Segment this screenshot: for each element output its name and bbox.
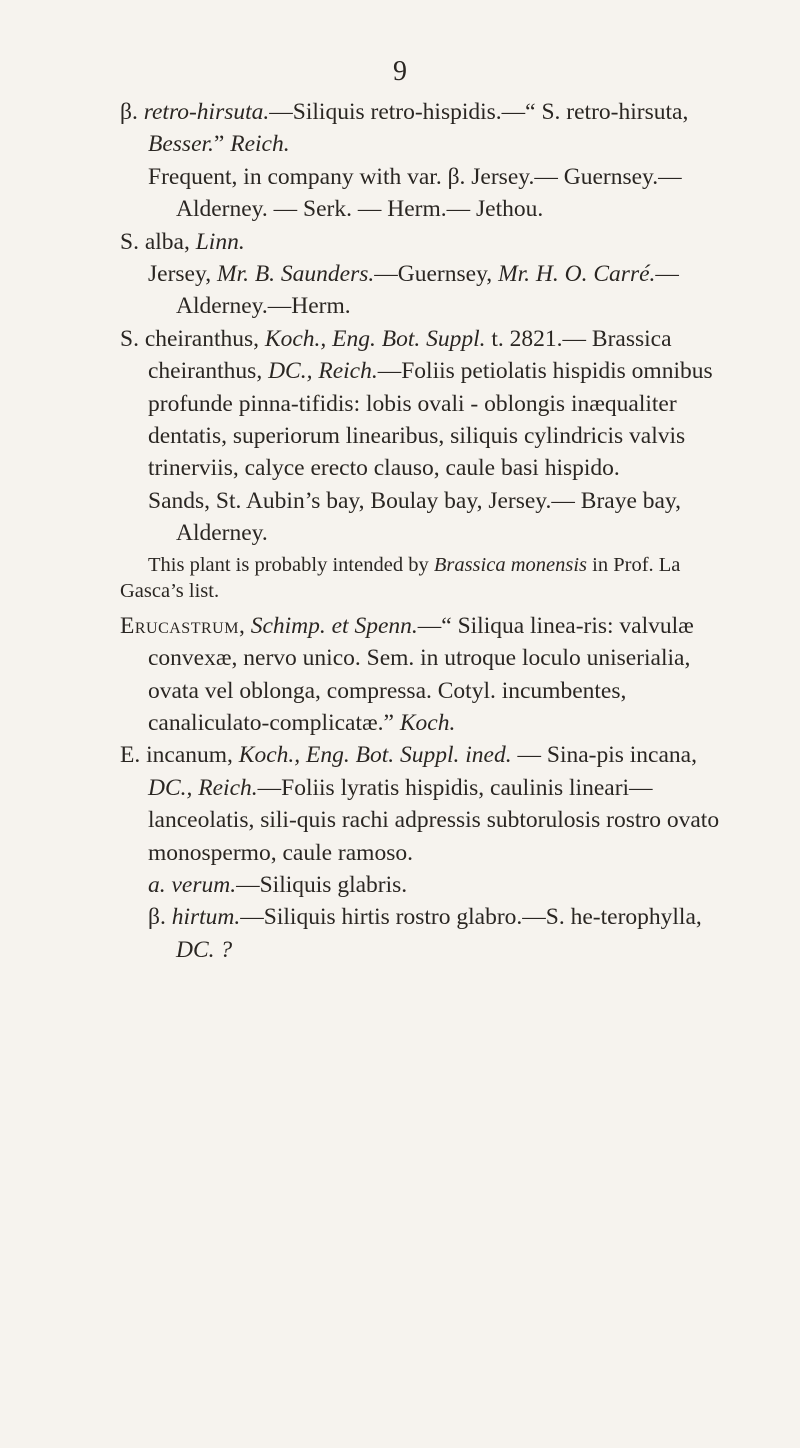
text-segment: —Siliquis retro-hispidis.—“ S. retro-hirsuta, [269, 99, 689, 125]
paragraph-e-incanum [120, 739, 720, 869]
text-segment: in Prof. La Gasca’s list. [120, 553, 681, 602]
text-segment: DC., Reich. [148, 774, 258, 801]
paragraph-s-cheiranthus-localities [120, 485, 720, 550]
text-segment: E. incanum, [120, 742, 239, 769]
text-segment: ? [214, 936, 233, 963]
page-number: 9 [393, 56, 407, 87]
text-segment: , [238, 612, 251, 639]
text-segment: Koch., Eng. Bot. Suppl. [264, 325, 486, 352]
paragraph-alpha-verum [120, 869, 720, 901]
text-segment: β. [148, 904, 172, 931]
paragraph-s-alba [120, 226, 720, 258]
text-segment: Schimp. et Spenn. [250, 612, 418, 639]
page-text [120, 96, 720, 966]
text-segment: DC. [176, 936, 215, 963]
text-segment: — Sina-pis incana, [511, 742, 697, 769]
text-segment: DC., Reich. [268, 358, 378, 385]
text-segment: —Alderney.—Herm. [176, 261, 679, 320]
text-segment: Mr. B. Saunders. [216, 261, 375, 288]
text-segment: Koch. [399, 709, 456, 736]
text-segment: ” [213, 131, 231, 158]
paragraph-s-cheiranthus [120, 323, 720, 485]
text-segment: Sands, St. Aubin’s bay, Boulay bay, Jersey.— Braye bay, Alderney. [148, 487, 682, 547]
text-segment: —Siliquis glabris. [236, 871, 408, 898]
text-segment: retro-hirsuta. [143, 99, 270, 125]
text-segment: verum. [171, 871, 237, 898]
text-segment: —Foliis lyratis hispidis, caulinis lineari—lanceolatis, sili-quis rachi adpressis subtorulosis rostro ovato monospermo, caule ramoso. [148, 774, 720, 866]
text-segment: —Guernsey, [374, 261, 499, 288]
text-segment: Mr. H. O. Carré. [498, 261, 656, 288]
paragraph-note-brassica-monensis [120, 552, 720, 604]
paragraph-beta-hirtum [120, 901, 720, 966]
text-segment: Frequent, in company with var. β. Jersey.— Guernsey.— Alderney. — Serk. — Herm.— Jethou. [148, 163, 682, 223]
text-segment: Reich. [230, 131, 290, 158]
paragraph-beta-retro-hirsuta [120, 96, 720, 161]
text-segment: —Siliquis hirtis rostro glabro.—S. he-terophylla, [240, 904, 702, 931]
text-segment: —Foliis petiolatis hispidis omnibus profunde pinna-tifidis: lobis ovali - oblongis inæqualiter dentatis, superiorum linearibus, siliquis cylindricis valvis trinerviis, calyce erecto clauso, caule basi hispido. [148, 358, 713, 482]
text-segment: Besser. [148, 131, 214, 158]
text-segment: Koch., Eng. Bot. Suppl. ined. [238, 742, 512, 769]
text-segment: This plant is probably intended by [148, 553, 434, 576]
text-segment: Jersey, [148, 261, 217, 288]
text-segment: hirtum. [171, 904, 241, 931]
text-segment: t. 2821.— Brassica cheiranthus, [148, 325, 672, 385]
paragraph-s-alba-localities [120, 258, 720, 323]
text-segment: S. cheiranthus, [120, 325, 265, 352]
text-segment: β. [120, 99, 144, 125]
paragraph-erucastrum [120, 610, 720, 740]
text-segment: Linn. [195, 228, 245, 255]
text-segment: —“ Siliqua linea-ris: valvulæ convexæ, nervo unico. Sem. in utroque loculo uniserialia, ovata vel oblonga, compressa. Cotyl. incumbentes, canaliculato-complicatæ.” [148, 612, 694, 736]
text-segment: Brassica monensis [433, 553, 588, 576]
text-segment: a. [148, 871, 172, 898]
paragraph-beta-retro-hirsuta-localities [120, 161, 720, 226]
text-segment: Erucastrum [120, 612, 239, 639]
text-segment: S. alba, [120, 228, 196, 255]
